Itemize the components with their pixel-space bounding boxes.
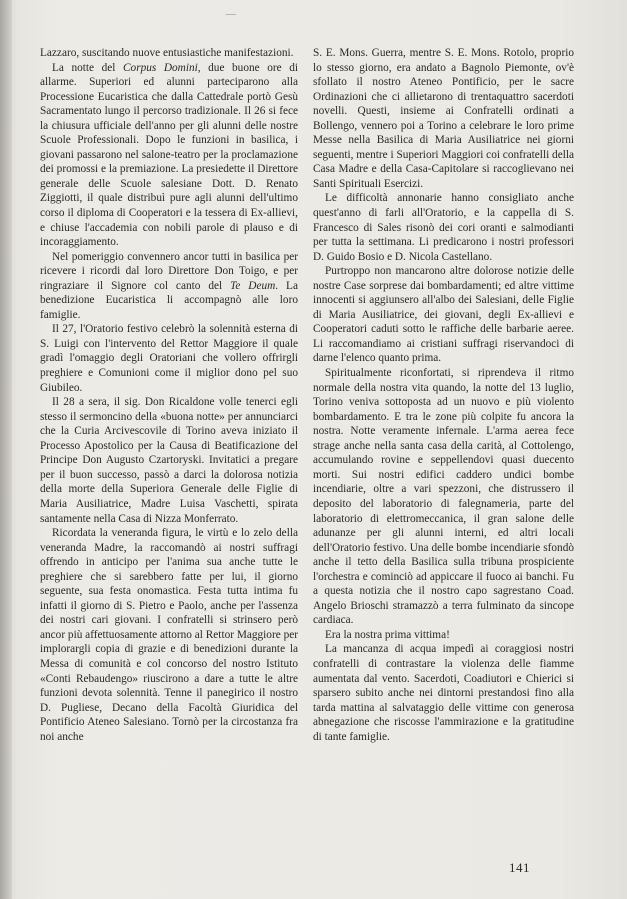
paragraph: Era la nostra prima vittima! <box>325 628 450 641</box>
paragraph: Purtroppo non mancarono altre dolorose notizie delle nostre Case sorprese dai bombardamenti; ed altre vittime innocenti si aggiunsero all'albo dei Salesiani, delle Figlie di Maria Ausiliatrice, dei giovani, degli Ex-allievi e Cooperatori caduti sotto le raffiche delle barbarie aeree. Li raccomandiamo ai cristiani suffragi riservandoci di darne l'elenco quanto prima. <box>313 265 574 365</box>
paragraph: Il 27, l'Oratorio festivo celebrò la solennità esterna di S. Luigi con l'intervento del Rettor Maggiore il quale gradì l'omaggio degli Oratoriani che vollero offrirgli preghiere e Comunioni come il miglior dono pel suo Giubileo. <box>40 323 298 394</box>
paragraph: Spiritualmente riconfortati, si riprendeva il ritmo normale della nostra vita quando, la notte del 13 luglio, Torino veniva sottoposta ad un nuovo e più violento bombardamento. E tra le zone più colpite fu ancora la nostra. Notte veramente infernale. L'arma aerea fece strage anche nella santa casa della carità, al Cottolengo, accumulando rovine e seppellendovi quasi duecento morti. Sui nostri edifici caddero undici bombe incendiarie, oltre a vari spezzoni, che distrussero il deposito del laboratorio di falegnameria, parte del laboratorio di elettromeccanica, il gran salone delle adunanze per gli alunni interni, ed altri locali dell'Oratorio festivo. Una delle bombe incendiarie sfondò anche il tetto della Basilica sulla tribuna prospiciente l'orchestra e cominciò ad appiccare il fuoco ai banchi. Fu a questa notizia che il nostro capo sagrestano Coad. Angelo Brioschi stramazzò a terra fulminato da sincope cardiaca. <box>313 367 574 627</box>
paragraph: Il 28 a sera, il sig. Don Ricaldone volle tenerci egli stesso il sermoncino della «buona notte» per annunciarci che la Curia Arcivescovile di Torino aveva iniziato il Processo Apostolico per la Causa di Beatificazione del Principe Don Augusto Czartoryski. Invitatici a pregare per il buon successo, passò a darci la dolorosa notizia della morte della Superiora Generale delle Figlie di Maria Ausiliatrice, Madre Luisa Vaschetti, spirata santamente nella Casa di Nizza Monferrato. <box>40 396 298 525</box>
paragraph: S. E. Mons. Guerra, mentre S. E. Mons. Rotolo, proprio lo stesso giorno, era andato a Bagnolo Piemonte, ov'è sfollato il nostro Ateneo Pontificio, per le sacre Ordinazioni che ci allietarono di trentaquattro sacerdoti novelli. Questi, insieme ai Confratelli ordinati a Bollengo, vennero poi a Torino a celebrare le loro prime Messe nella Basilica di Maria Ausiliatrice nei giorni seguenti, mentre i Superiori Maggiori coi confratelli della Casa Madre e della Casa-Capitolare si raccoglievano nei Santi Spirituali Esercizi. <box>313 47 575 190</box>
paragraph <box>40 250 298 323</box>
paragraph <box>40 61 298 250</box>
text-run: La notte del <box>52 61 124 74</box>
paragraph: Lazzaro, suscitando nuove entusiastiche manifestazioni. <box>40 47 294 59</box>
text-run: Nel pomeriggio convennero ancor tutti in basilica per ricevere i ricordi dal loro Direttore Don Toigo, e per ringraziare il Signore col canto del <box>40 250 298 292</box>
paragraph: La mancanza di acqua impedì ai coraggiosi nostri confratelli di contrastare la violenza delle fiamme aumentata dal vento. Sacerdoti, Coadiutori e Chierici si sparsero subito anche nei dintorni prestandosi fino alla tarda mattina al salvataggio delle vittime con generosa abnegazione che riscosse l'ammirazione e la gratitudine di tante famiglie. <box>313 643 574 743</box>
right-text-column <box>313 46 574 744</box>
left-text-column <box>40 46 298 744</box>
text-run: , due buone ore di allarme. Superiori ed alunni parteciparono alla Processione Eucaristica che dalla Cattedrale portò Gesù Sacramentato lungo il percorso tradizionale. Il 26 si fece la chiusura ufficiale dell'anno per gli alunni delle nostre Scuole Professionali. Dopo le funzioni in basilica, i giovani passarono nel salone-teatro per la proclamazione dei promossi e la premiazione. La presiedette il Direttore generale delle Scuole salesiane Dott. D. Renato Ziggiotti, il quale distribuì pure agli alunni dell'ultimo corso il diploma di Cooperatori e la tessera di Ex-allievi, e chiuse l'accademia con nobili parole di plauso e di incoraggiamento. <box>40 61 298 249</box>
paragraph: Ricordata la veneranda figura, le virtù e lo zelo della veneranda Madre, la raccomandò ai nostri suffragi offrendo in anticipo per l'anima sua anche tutte le preghiere che si sarebbero fatte per lui, il giorno seguente, sua festa onomastica. Festa tutta intima fu infatti il giorno di S. Pietro e Paolo, anche per l'assenza dei nostri cari giovani. I confratelli si strinsero però ancor più affettuosamente attorno al Rettor Maggiore per implorargli copia di grazie e di benedizioni durante la Messa di comunità e col concorso del nostro Istituto «Conti Rebaudengo» riuscirono a dare a tutte le altre funzioni devota solennità. Tenne il panegirico il nostro D. Pugliese, Decano della Facoltà Giuridica del Pontificio Ateneo Salesiano. Tornò per la circostanza fra noi anche <box>40 527 298 743</box>
paragraph: Le difficoltà annonarie hanno consigliato anche quest'anno di farli all'Oratorio, e la cappella di S. Francesco di Sales risonò dei cori oranti e salmodianti per tutta la settimana. Li predicarono i nostri professori D. Guido Bosio e D. Nicola Castellano. <box>313 192 574 263</box>
page-number: 141 <box>509 860 530 875</box>
italic-title: Te Deum <box>230 279 276 292</box>
italic-title: Corpus Domini <box>123 61 198 74</box>
page-mark <box>226 14 236 15</box>
binding-gutter <box>0 0 12 899</box>
text-run: . La benedizione Eucaristica li accompagnò alle loro famiglie. <box>40 279 298 321</box>
